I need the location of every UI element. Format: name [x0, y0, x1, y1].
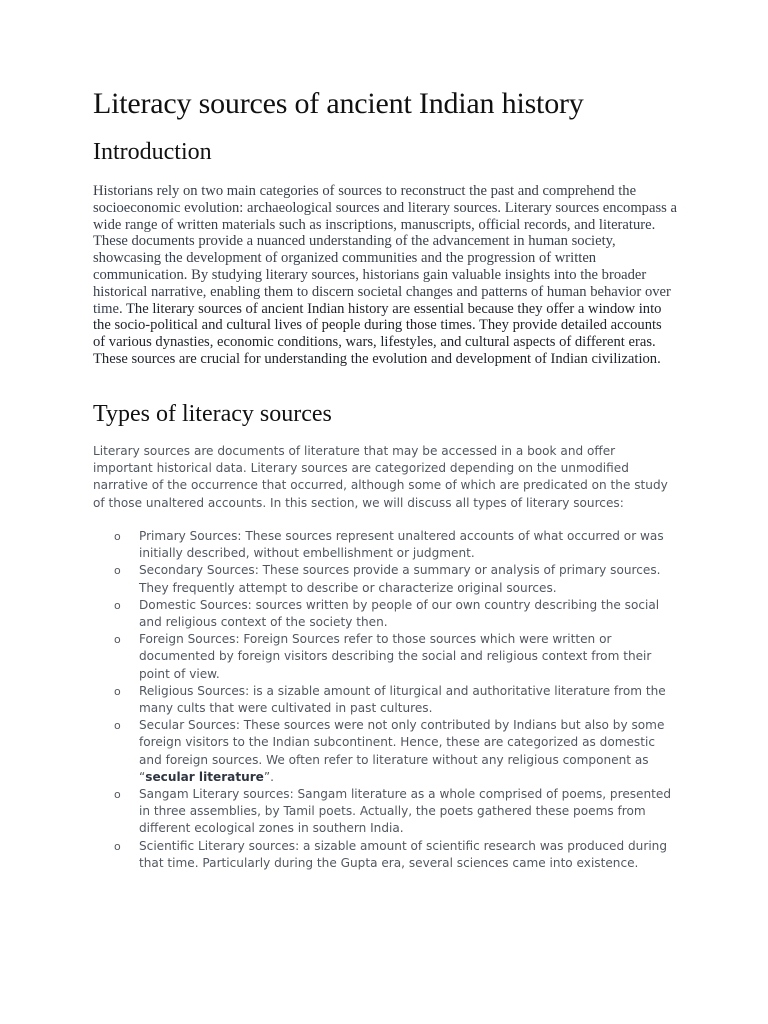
list-item-text: Sangam Literary sources: Sangam literature as a whole comprised of poems, presented in three assemblies, by Tamil poets. Actually, the poets gathered these poems from different ecological zones in southern India.: [139, 787, 672, 836]
bullet-icon: o: [114, 633, 121, 647]
bullet-icon: o: [114, 684, 121, 698]
introduction-heading: Introduction: [93, 139, 212, 165]
source-types-list: [93, 528, 677, 872]
list-item-text: Religious Sources: is a sizable amount of liturgical and authoritative literature from the many cults that were cultivated in past cultures.: [139, 683, 666, 716]
list-item-foreign: [93, 631, 679, 683]
introduction-paragraph: [93, 183, 677, 368]
document-title: Literacy sources of ancient Indian history: [93, 87, 584, 120]
introduction-text-part2: The literary sources of ancient Indian history are essential because they offer a window into the socio-political and cultural lives of people during those times. They provide detailed accounts of various dynasties, economic conditions, wars, lifestyles, and cultural aspects of different eras. These sources are crucial for understanding the evolution and development of Indian civilization.: [93, 300, 662, 367]
list-item-domestic: [93, 597, 679, 631]
bullet-icon: o: [114, 530, 121, 543]
bullet-icon: o: [114, 598, 121, 612]
bold-term: secular literature: [145, 769, 264, 784]
bullet-icon: o: [114, 719, 121, 733]
list-item-secondary: [93, 562, 679, 596]
bullet-icon: o: [114, 839, 121, 853]
list-item-text: Primary Sources: These sources represent unaltered accounts of what occurred or was initially described, without embellishment or judgment.: [139, 529, 664, 561]
list-item-sangam: [93, 786, 679, 838]
list-item-text: Domestic Sources: sources written by people of our own country describing the social and religious context of the society then.: [139, 597, 660, 630]
list-item-text: Foreign Sources: Foreign Sources refer to those sources which were written or documented by foreign visitors describing the social and religious context from their point of view.: [139, 632, 652, 681]
list-item-text: Scientific Literary sources: a sizable amount of scientific research was produced during that time. Particularly during the Gupta era, several sciences came into existence.: [139, 838, 668, 870]
bullet-icon: o: [114, 564, 121, 578]
list-item-scientific: [93, 838, 679, 872]
bullet-icon: o: [114, 788, 121, 802]
list-item-religious: [93, 683, 679, 717]
list-item-text: Secondary Sources: These sources provide a summary or analysis of primary sources. They frequently attempt to describe or characterize original sources.: [139, 563, 661, 595]
introduction-text-part1: Historians rely on two main categories of sources to reconstruct the past and comprehend the socioeconomic evolution: archaeological sources and literary sources. Literary sources encompass a wide range of written materials such as inscriptions, manuscripts, official records, and literature. These documents provide a nuanced understanding of the advancement in human society, showcasing the development of organized communities and the progression of written communication. By studying literary sources, historians gain valuable insights into the broader historical narrative, enabling them to discern societal changes and patterns of human behavior over time.: [93, 183, 677, 317]
list-item-text: Secular Sources: These sources were not only contributed by Indians but also by some foreign visitors to the Indian subcontinent. Hence, these are categorized as domestic and foreign sources. We often refer to literature without any religious component as “: [139, 718, 665, 784]
types-paragraph: Literary sources are documents of literature that may be accessed in a book and offer important historical data. Literary sources are categorized depending on the unmodified narrative of the occurrence that occurred, although some of which are predicated on the study of those unaltered accounts. In this section, we will discuss all types of literary sources:: [93, 444, 668, 510]
list-item-secular: [93, 717, 679, 786]
list-item-text-end: ”.: [263, 769, 275, 784]
types-heading: Types of literacy sources: [93, 401, 332, 427]
list-item-primary: [93, 528, 679, 562]
